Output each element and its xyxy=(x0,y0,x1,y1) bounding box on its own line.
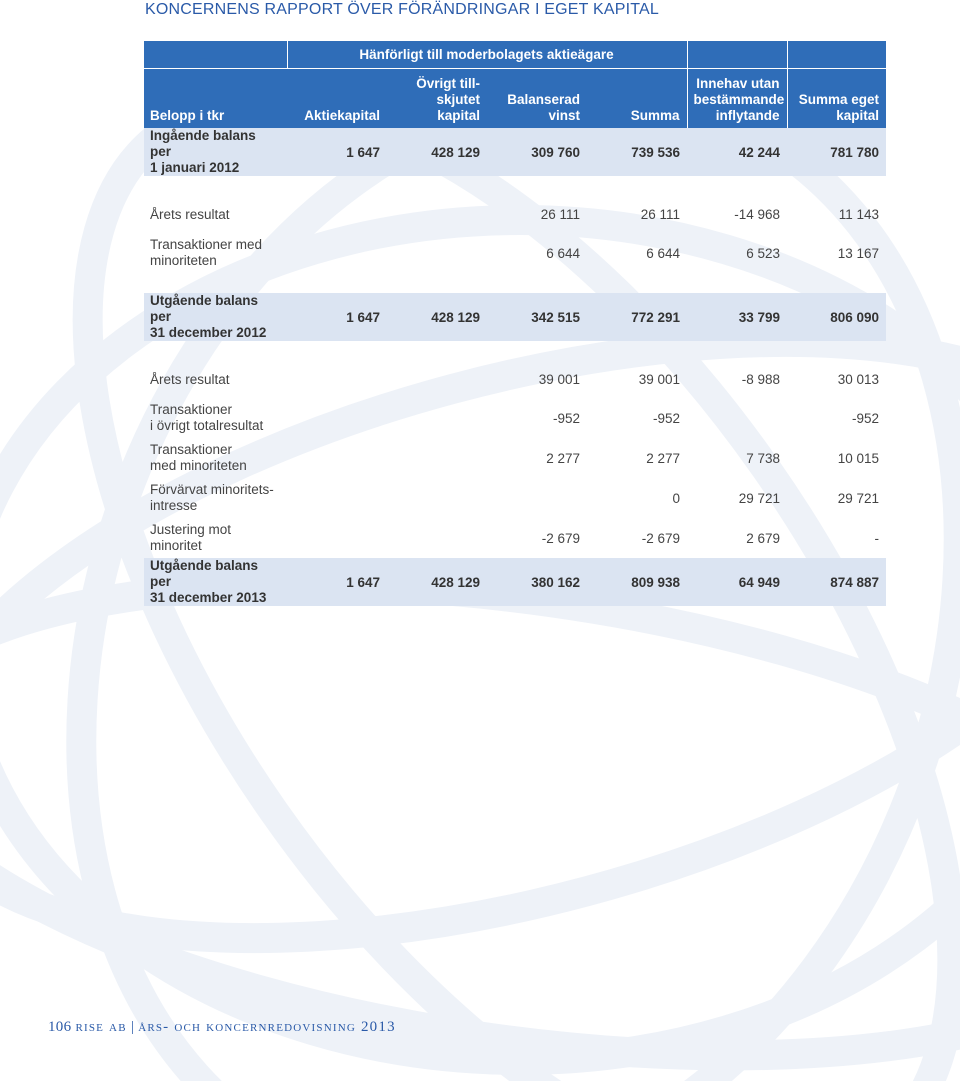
value-cell xyxy=(387,478,487,518)
row-label: Transaktioner i övrigt totalresultat xyxy=(150,402,264,433)
spacer-row xyxy=(144,176,886,196)
table-row xyxy=(144,196,886,233)
table-row xyxy=(144,478,886,518)
value-cell xyxy=(387,233,487,273)
value-cell: -952 xyxy=(552,410,580,426)
value-cell: 428 129 xyxy=(387,293,487,341)
value-cell: 10 015 xyxy=(837,450,879,466)
value-cell xyxy=(287,361,387,398)
value-cell: 739 536 xyxy=(587,128,687,176)
value-cell: 6 644 xyxy=(646,245,680,261)
value-cell: 1 647 xyxy=(287,558,387,606)
value-cell: 874 887 xyxy=(787,558,886,606)
value-cell: 309 760 xyxy=(487,128,587,176)
value-cell: 64 949 xyxy=(687,558,787,606)
value-cell: 2 277 xyxy=(646,450,680,466)
value-cell: -952 xyxy=(652,410,680,426)
value-cell: 2 679 xyxy=(746,530,780,546)
page-title: KONCERNENS RAPPORT ÖVER FÖRÄNDRINGAR I EGET KAPITAL xyxy=(145,1,660,18)
spacer-row xyxy=(144,273,886,293)
group-header: Hänförligt till moderbolagets aktieägare xyxy=(287,41,687,69)
value-cell xyxy=(687,398,787,438)
row-label: Transaktioner med minoriteten xyxy=(150,442,247,473)
column-header: Övrigt till- skjutet kapital xyxy=(387,69,487,129)
footer-company: rise ab xyxy=(75,1019,127,1035)
value-cell xyxy=(287,196,387,233)
value-cell: -14 968 xyxy=(734,207,780,222)
header-blank-cell xyxy=(144,41,287,69)
value-cell: 30 013 xyxy=(837,372,879,387)
spacer-cell xyxy=(144,176,886,196)
value-cell xyxy=(287,518,387,558)
value-cell: 6 644 xyxy=(546,245,580,261)
value-cell: 428 129 xyxy=(387,128,487,176)
spacer-cell xyxy=(144,273,886,293)
table-row xyxy=(144,518,886,558)
value-cell xyxy=(287,233,387,273)
value-cell: 2 277 xyxy=(546,450,580,466)
value-cell: 7 738 xyxy=(746,450,780,466)
value-cell: 1 647 xyxy=(287,128,387,176)
value-cell: - xyxy=(874,530,879,546)
header-row-group xyxy=(144,41,886,69)
value-cell xyxy=(287,438,387,478)
value-cell xyxy=(387,196,487,233)
value-cell: 0 xyxy=(672,490,680,506)
value-cell: 806 090 xyxy=(787,293,886,341)
row-label: Justering mot minoritet xyxy=(150,522,232,553)
page-number: 106 xyxy=(48,1019,72,1035)
value-cell xyxy=(387,398,487,438)
value-cell: -2 679 xyxy=(641,530,680,546)
column-header: Innehav utan bestämmande inflytande xyxy=(687,69,787,129)
value-cell: 380 162 xyxy=(487,558,587,606)
closing-balance-row xyxy=(144,293,886,341)
row-label: Årets resultat xyxy=(150,206,230,222)
opening-balance-row xyxy=(144,128,886,176)
column-header: Belopp i tkr xyxy=(144,69,287,129)
value-cell: -8 988 xyxy=(741,372,780,387)
value-cell xyxy=(387,438,487,478)
value-cell: 1 647 xyxy=(287,293,387,341)
value-cell xyxy=(387,361,487,398)
column-header: Aktiekapital xyxy=(287,69,387,129)
value-cell: 6 523 xyxy=(746,245,780,261)
value-cell: 11 143 xyxy=(838,207,879,222)
value-cell: 781 780 xyxy=(787,128,886,176)
footer-separator: | xyxy=(130,1019,135,1035)
row-label: Årets resultat xyxy=(150,371,230,387)
table-row xyxy=(144,361,886,398)
closing-balance-row xyxy=(144,558,886,606)
value-cell: 13 167 xyxy=(837,245,879,261)
value-cell: 428 129 xyxy=(387,558,487,606)
value-cell: 26 111 xyxy=(640,207,680,222)
row-label: Utgående balans per 31 december 2013 xyxy=(144,558,287,606)
value-cell: 29 721 xyxy=(738,490,780,506)
footer-document: års- och koncernredovisning 2013 xyxy=(138,1019,396,1035)
table-row xyxy=(144,438,886,478)
column-header: Balanserad vinst xyxy=(487,69,587,129)
value-cell: 809 938 xyxy=(587,558,687,606)
value-cell: 26 111 xyxy=(540,207,580,222)
value-cell: 42 244 xyxy=(687,128,787,176)
value-cell: -2 679 xyxy=(541,530,580,546)
table-row xyxy=(144,398,886,438)
value-cell: -952 xyxy=(851,410,879,426)
header-blank-cell xyxy=(787,41,886,69)
value-cell: 39 001 xyxy=(638,372,680,387)
equity-changes-table xyxy=(144,41,886,606)
value-cell xyxy=(487,478,587,518)
spacer-row xyxy=(144,341,886,361)
value-cell: 29 721 xyxy=(837,490,879,506)
row-label: Förvärvat minoritets- intresse xyxy=(150,482,274,513)
page-footer xyxy=(48,1019,396,1036)
row-label: Transaktioner med minoriteten xyxy=(150,237,263,268)
table-body xyxy=(144,128,886,606)
value-cell xyxy=(287,478,387,518)
value-cell: 33 799 xyxy=(687,293,787,341)
column-header: Summa eget kapital xyxy=(787,69,886,129)
spacer-cell xyxy=(144,341,886,361)
table-row xyxy=(144,233,886,273)
header-row-columns xyxy=(144,69,886,129)
header-blank-cell xyxy=(687,41,787,69)
row-label: Utgående balans per 31 december 2012 xyxy=(144,293,287,341)
table-header xyxy=(144,41,886,128)
equity-table-container xyxy=(144,41,886,606)
value-cell xyxy=(387,518,487,558)
value-cell: 342 515 xyxy=(487,293,587,341)
column-header: Summa xyxy=(587,69,687,129)
value-cell: 772 291 xyxy=(587,293,687,341)
value-cell: 39 001 xyxy=(538,372,580,387)
value-cell xyxy=(287,398,387,438)
row-label: Ingående balans per 1 januari 2012 xyxy=(144,128,287,176)
